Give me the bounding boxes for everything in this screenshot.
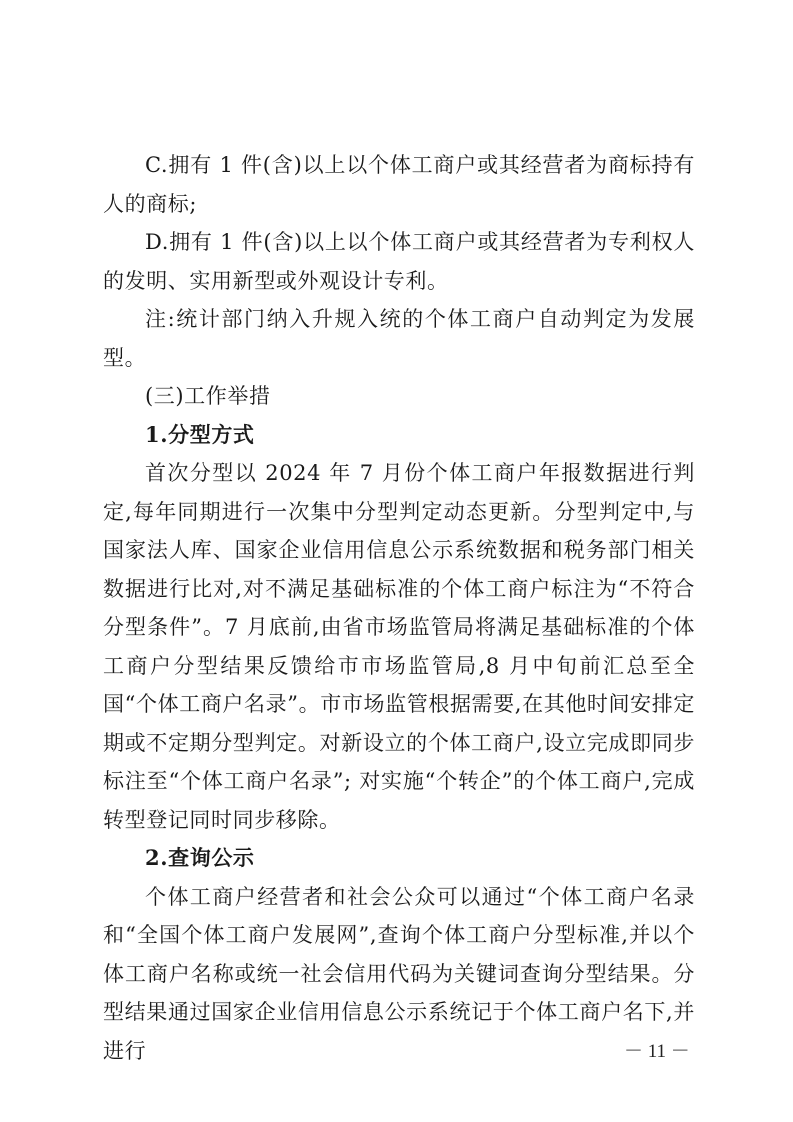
paragraph-item-c: C.拥有 1 件(含)以上以个体工商户或其经营者为商标持有人的商标;: [103, 153, 695, 216]
section-heading-3: (三)工作举措: [145, 384, 271, 408]
paragraph-item-d: D.拥有 1 件(含)以上以个体工商户或其经营者为专利权人的发明、实用新型或外观设计专利。: [103, 230, 695, 293]
paragraph-classification-method: 首次分型以 2024 年 7 月份个体工商户年报数据进行判定,每年同期进行一次集中分型判定动态更新。分型判定中,与国家法人库、国家企业信用信息公示系统数据和税务部门相关数据进行比对,对不满足基础标准的个体工商户标注为“不符合分型条件”。7 月底前,由省市场监管局将满足基础标准的个体工商户分型结果反馈给市市场监管局,8 月中旬前汇总至全国“个体工商户名录”。市市场监管根据需要,在其他时间安排定期或不定期分型判定。对新设立的个体工商户,设立完成即同步标注至“个体工商户名录”; 对实施“个转企”的个体工商户,完成转型登记同时同步移除。: [103, 461, 695, 832]
document-body: [103, 146, 695, 1070]
subheading-query-publicity: 2.查询公示: [145, 845, 255, 870]
paragraph-query-publicity: 个体工商户经营者和社会公众可以通过“个体工商户名录和“全国个体工商户发展网”,查询个体工商户分型标准,并以个体工商户名称或统一社会信用代码为关键词查询分型结果。分型结果通过国家企业信用信息公示系统记于个体工商户名下,并进行: [103, 884, 695, 1063]
subheading-classification-method: 1.分型方式: [145, 421, 255, 447]
page-number: － 11 －: [624, 1041, 690, 1062]
paragraph-note: 注:统计部门纳入升规入统的个体工商户自动判定为发展型。: [103, 307, 695, 370]
